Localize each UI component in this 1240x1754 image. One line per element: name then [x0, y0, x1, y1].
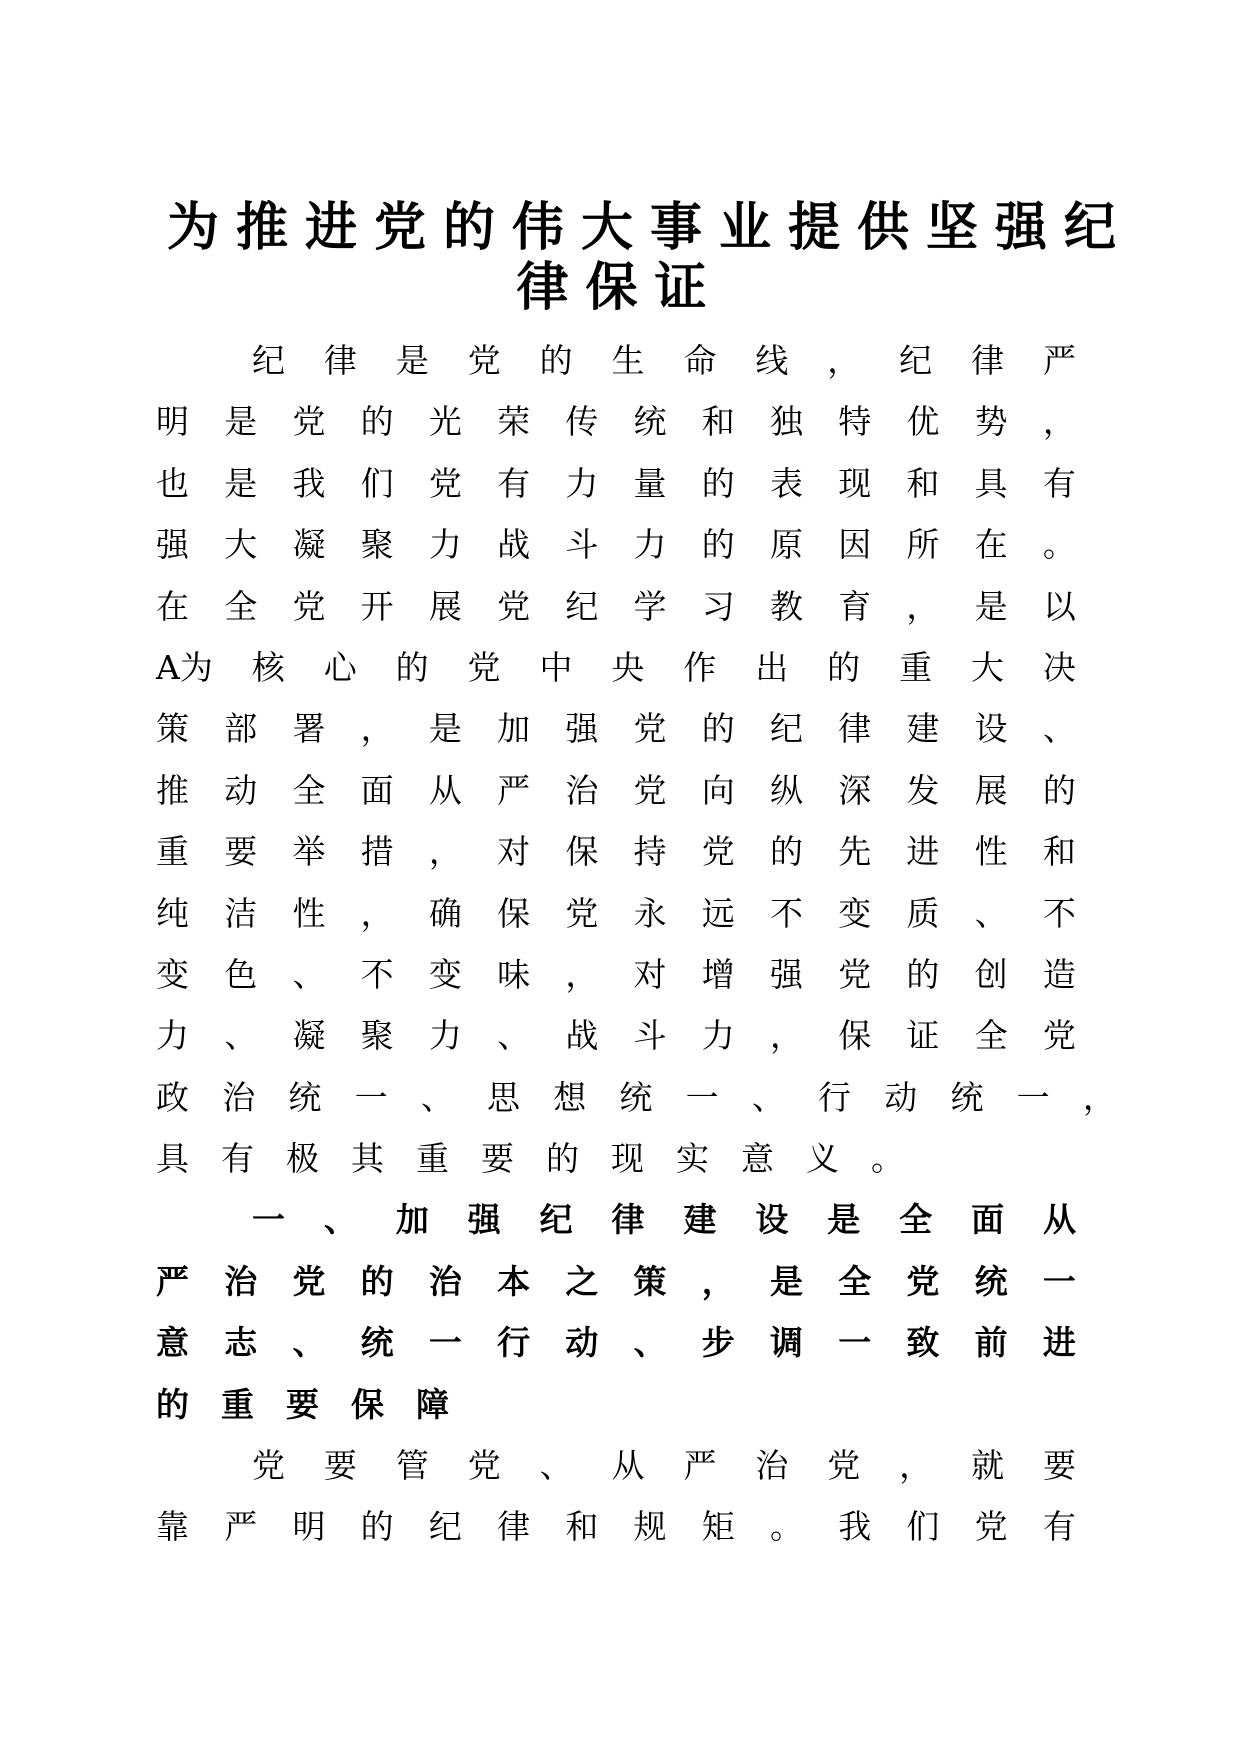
paragraph-line: 在 全 党 开 展 党 纪 学 习 教 育 ， 是 以	[156, 586, 1076, 626]
paragraph-line: 力 、 凝 聚 力 、 战 斗 力 ， 保 证 全 党	[156, 1016, 1076, 1056]
paragraph-line: A为 核 心 的 党 中 央 作 出 的 重 大 决	[156, 647, 1076, 687]
title-line-1: 为推进党的伟大事业提供坚强纪	[166, 198, 1133, 258]
document-title	[0, 196, 1240, 320]
paragraph-line: 推 动 全 面 从 严 治 党 向 纵 深 发 展 的	[156, 770, 1076, 810]
document-body	[156, 330, 1116, 1558]
paragraph-line: 靠 严 明 的 纪 律 和 规 矩 。 我 们 党 有	[156, 1507, 1076, 1547]
paragraph-line: 变 色 、 不 变 味 ， 对 增 强 党 的 创 造	[156, 954, 1076, 994]
title-line-2: 律保证	[516, 258, 724, 318]
paragraph-line: 也 是 我 们 党 有 力 量 的 表 现 和 具 有	[156, 463, 1076, 503]
section-heading-line: 严 治 党 的 治 本 之 策 ， 是 全 党 统 一	[156, 1261, 1076, 1301]
paragraph-line: 强 大 凝 聚 力 战 斗 力 的 原 因 所 在 。	[156, 525, 1076, 565]
paragraph-line: 纯 洁 性 ， 确 保 党 永 远 不 变 质 、 不	[156, 893, 1076, 933]
paragraph-line: 具 有 极 其 重 要 的 现 实 意 义 。	[156, 1139, 904, 1179]
section-heading-line: 意 志 、 统 一 行 动 、 步 调 一 致 前 进	[156, 1323, 1076, 1363]
paragraph-line: 党 要 管 党 、 从 严 治 党 ， 就 要	[252, 1446, 1076, 1486]
paragraph-line: 明 是 党 的 光 荣 传 统 和 独 特 优 势 ，	[156, 402, 1076, 442]
paragraph-line: 纪 律 是 党 的 生 命 线 ， 纪 律 严	[252, 341, 1076, 380]
paragraph-line: 重 要 举 措 ， 对 保 持 党 的 先 进 性 和	[156, 832, 1076, 872]
paragraph-line: 政 治 统 一 、 思 想 统 一 、 行 动 统 一 ，	[156, 1077, 1116, 1117]
section-heading-line: 一 、 加 强 纪 律 建 设 是 全 面 从	[252, 1200, 1076, 1240]
section-heading-line: 的 重 要 保 障	[156, 1384, 449, 1424]
paragraph-line: 策 部 署 ， 是 加 强 党 的 纪 律 建 设 、	[156, 709, 1076, 749]
